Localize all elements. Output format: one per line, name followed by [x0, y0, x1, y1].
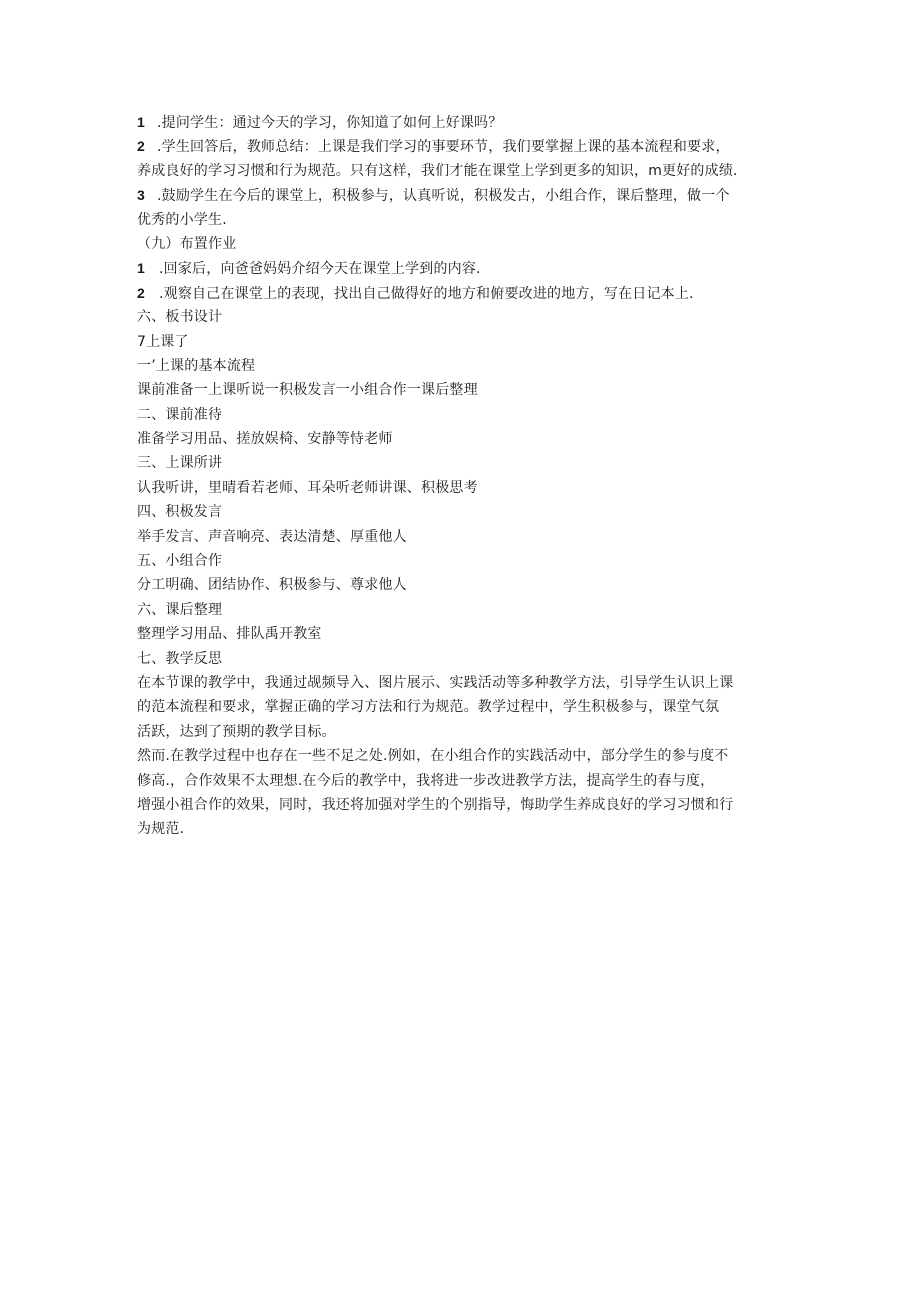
- board-section-content: 举手发言、声音响亮、表达清楚、厚重他人: [137, 528, 407, 545]
- board-section-content: 准备学习用品、搓放娱椅、安静等恃老师: [137, 431, 393, 448]
- board-section-heading: 六、课后整理: [137, 601, 223, 618]
- board-title: 7上课了: [137, 333, 189, 350]
- list-number: 2: [137, 284, 145, 301]
- board-section-heading: 三、上课所讲: [137, 455, 223, 472]
- reflection-paragraph-1-line: 活跃，达到了预期的教学目标。: [137, 723, 336, 740]
- reflection-paragraph-2-line: 然而.在教学过程中也存在一些不足之处.例如，在小组合作的实践活动中，部分学生的参与度不: [137, 748, 729, 765]
- list-text: .回家后，向爸爸妈妈介绍今天在课堂上学到的内容.: [159, 261, 481, 278]
- summary-item-2-cont: 养成良好的学习习惯和行为规范。只有这样，我们才能在课堂上学到更多的知识，m更好的成绩.: [137, 162, 738, 179]
- list-number: 2: [137, 138, 145, 155]
- board-section-heading: 四、积极发言: [137, 504, 223, 521]
- reflection-paragraph-2-line: 修高.，合作效果不太理想.在今后的教学中，我将进一步改进教学方法，提高学生的春与度，: [137, 772, 715, 789]
- summary-item-3: [137, 183, 787, 207]
- list-text: .鼓励学生在今后的课堂上，积极参与，认真听说，积极发古，小组合作，课后整理，做一个: [157, 188, 730, 205]
- board-section-heading: 五、小组合作: [137, 553, 223, 570]
- summary-item-1: [137, 110, 787, 134]
- board-section-content: 整理学习用品、排队禹开教室: [137, 626, 322, 643]
- board-heading: 六、板书设计: [137, 309, 223, 326]
- reflection-paragraph-1-line: 在本节课的教学中，我通过觇频导入、图片展示、实践活动等多种教学方法，引导学生认识上课: [137, 674, 734, 691]
- summary-item-2: [137, 134, 787, 158]
- reflection-paragraph-1-line: 的范本流程和要求，掌握正确的学习方法和行为规范。教学过程中，学生积极参与，课堂气氛: [137, 699, 720, 716]
- homework-item-1: [137, 256, 787, 280]
- list-number: 3: [137, 187, 145, 204]
- list-number: 1: [137, 114, 145, 130]
- homework-item-2: [137, 281, 787, 305]
- board-section-content: 分工明确、团结协作、积极参与、尊求他人: [137, 577, 407, 594]
- list-text: .提问学生：通过今天的学习，你知道了如何上好课吗？: [157, 115, 503, 131]
- summary-item-3-cont: 优秀的小学生.: [137, 211, 227, 228]
- reflection-paragraph-2-line: 为规范.: [137, 821, 185, 838]
- board-section-heading: 二、课前准待: [137, 406, 223, 423]
- document-body: [137, 110, 787, 842]
- board-section-heading: 一’上课的基本流程: [137, 357, 256, 374]
- reflection-heading: 七、教学反思: [137, 650, 223, 667]
- list-number: 1: [137, 260, 145, 277]
- list-text: .观察自己在课堂上的表现，找出自己做得好的地方和俯要改进的地方，写在日记本上.: [159, 285, 694, 302]
- reflection-paragraph-2-line: 增强小祖合作的效果，同时，我还将加强对学生的个别指导，悔助学生养成良好的学习习惯和行: [137, 796, 734, 813]
- board-section-content: 认我听讲，里晴看若老师、耳朵听老师讲课、积极思考: [137, 479, 478, 496]
- homework-heading: （九）布置作业: [137, 235, 237, 252]
- board-section-content: 课前准备一上课听说一积极发言一小组合作一课后整理: [137, 382, 478, 399]
- list-text: .学生回答后，教师总结：上课是我们学习的事要环节，我们要掌握上课的基本流程和要求，: [157, 139, 730, 156]
